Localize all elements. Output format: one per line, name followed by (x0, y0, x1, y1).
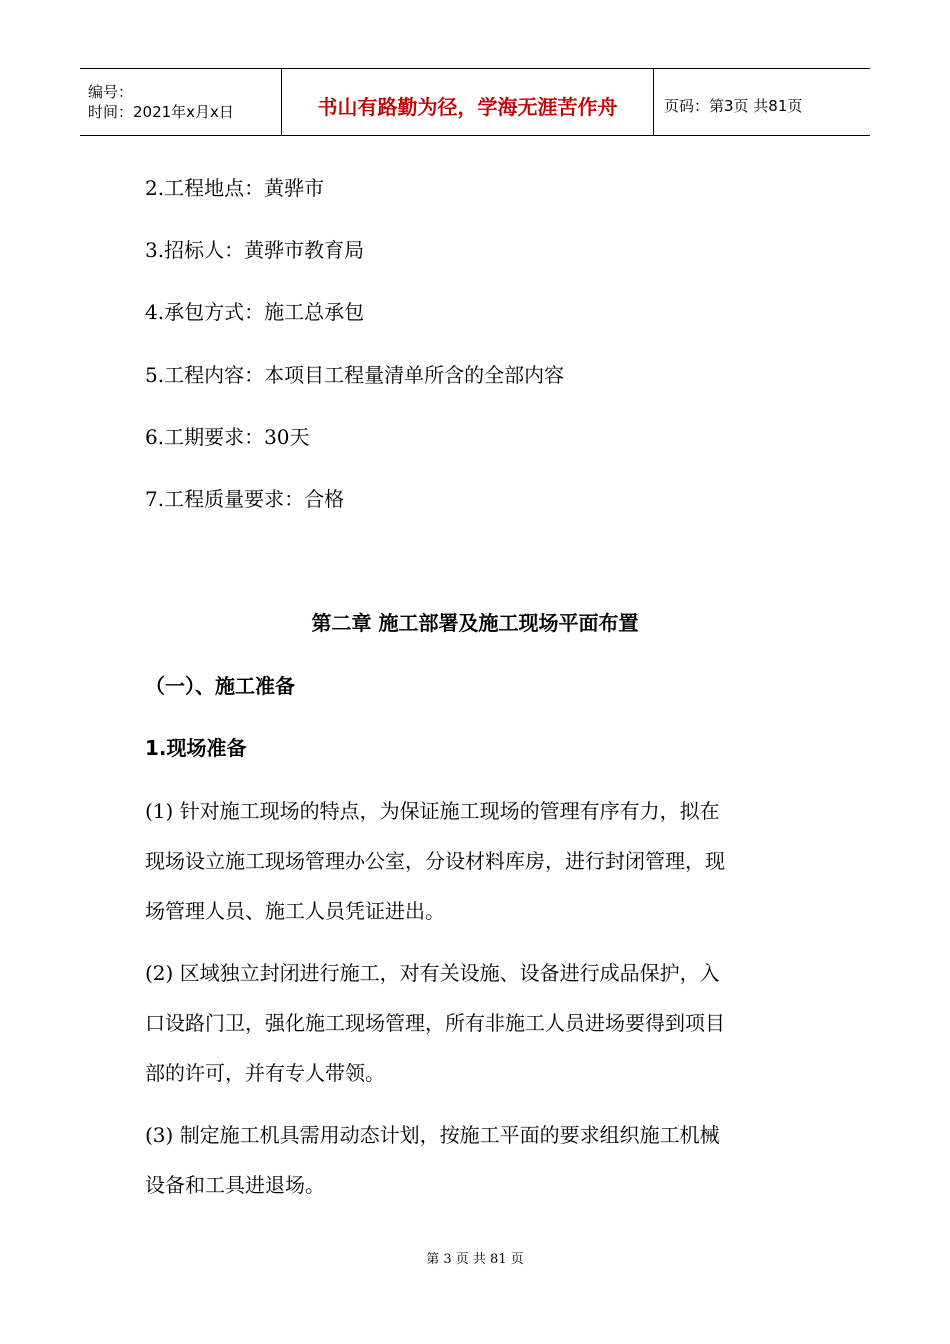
paragraph-3-line-2: 设备和工具进退场。 (145, 1173, 325, 1197)
paragraph-2-line-3: 部的许可，并有专人带领。 (145, 1061, 385, 1085)
item-content: 5.工程内容：本项目工程量清单所含的全部内容 (145, 363, 565, 387)
subsection-title: 1.现场准备 (145, 736, 247, 760)
header-meta (80, 69, 281, 135)
number-label: 编号： (88, 83, 134, 101)
paragraph-2-line-2: 口设路门卫，强化施工现场管理，所有非施工人员进场要得到项目 (145, 1011, 725, 1035)
header-motto (281, 69, 654, 135)
page-header (80, 68, 870, 136)
motto-text: 书山有路勤为径，学海无涯苦作舟 (317, 94, 618, 119)
item-duration: 6.工期要求：30天 (145, 425, 310, 449)
section-title: （一）、施工准备 (145, 674, 295, 698)
paragraph-2-line-1: (2) 区域独立封闭进行施工，对有关设施、设备进行成品保护，入 (145, 961, 720, 985)
paragraph-1-line-2: 现场设立施工现场管理办公室，分设材料库房，进行封闭管理，现 (145, 849, 725, 873)
page-info-text: 页码：第3页 共81页 (664, 96, 803, 115)
item-tenderer: 3.招标人：黄骅市教育局 (145, 238, 365, 262)
item-quality: 7.工程质量要求：合格 (145, 487, 345, 511)
paragraph-1-line-1: (1) 针对施工现场的特点，为保证施工现场的管理有序有力，拟在 (145, 799, 720, 823)
item-contract-type: 4.承包方式：施工总承包 (145, 300, 365, 324)
paragraph-3-line-1: (3) 制定施工机具需用动态计划，按施工平面的要求组织施工机械 (145, 1123, 720, 1147)
page-footer: 第 3 页 共 81 页 (426, 1252, 524, 1267)
header-page-info (654, 69, 870, 135)
date-label: 时间：2021年x月x日 (88, 103, 234, 121)
chapter-title: 第二章 施工部署及施工现场平面布置 (311, 611, 639, 635)
paragraph-1-line-3: 场管理人员、施工人员凭证进出。 (145, 899, 445, 923)
item-location: 2.工程地点：黄骅市 (145, 176, 325, 200)
